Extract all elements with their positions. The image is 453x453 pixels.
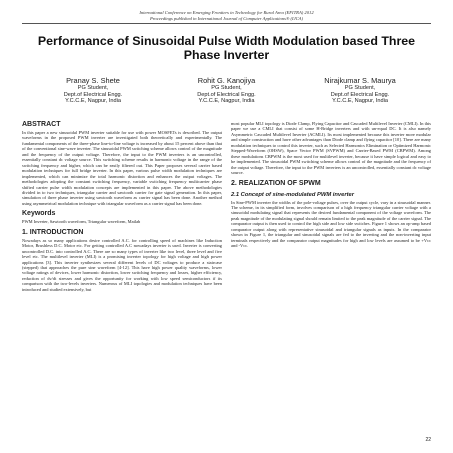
header-rule <box>22 23 431 24</box>
author-name: Nirajkumar S. Maurya <box>324 76 396 86</box>
abstract-text: In this paper a new sinusoidal PWM inverter suitable for use with power MOSFETs is described. The output waveforms in the proposed PWM inverter are investigated both theoretically and experimentally. The fundamental components of the three-phase line-to-line voltage is increased by about 15 percent above than that of the conventional sine-wave inverter. The sinusoidal PWM switching scheme allows control of the magnitude and the frequency of the output voltage. Therefore, the input to the PWM inverters is an uncontrolled, essentially constant dc voltage source. This switching scheme results in harmonic voltage in the range of the switching frequency and higher, which can be easily filtered out. This Paper proposes several carrier based modulation techniques for full bridge inverter. In this paper, various pulse width modulation techniques are implemented, which can minimize the total harmonic distortion and enhances the output voltages. The methodologies adopting the constant switching frequency, variable switching frequency multicarrier phase shifted carrier pulse width modulation concepts are implemented in this paper. The above methodologies divided in to two techniques, triangular carrier and sawtooth carrier for gate signal generation. In this paper, simulation of three phase inverter using sawtooth waveform as carrier signal has been done. Another method using asymmetrical modulation technique with triangular waveform as a carrier signal has been done. <box>22 129 222 206</box>
author-institution: Y.C.C.E, Nagpur, India <box>332 98 388 105</box>
abstract-heading: ABSTRACT <box>22 120 61 128</box>
conference-line-2: Proceedings published in International Journal of Computer Applications® (IJCA) <box>149 15 304 21</box>
author-2 <box>162 76 292 105</box>
author-role: PG Student, <box>77 85 109 92</box>
spwm-concept-paragraph: In Sine-PWM inverter the widths of the pole-voltage pulses, over the output cycle, vary in a sinusoidal manner. The scheme, in its simplified form, involves comparison of a high frequency triangular carrier voltage with a sinusoidal modulating signal that represents the desired fundamental component of the voltage waveform. The peak magnitude of the modulating signal should remain limited to the peak magnitude of the carrier signal. The comparator output is then used to control the high side and low side switches. Figure 1 shows an op-amp based comparator output along with representative sinusoidal and triangular signals as inputs. In the comparator shown in Figure 1, the triangular and sinusoidal signals are fed to the inverting and the non-inverting input terminals respectively and the comparator output magnitudes for high and low levels are assumed to be +Vcc and -Vcc. <box>231 199 431 249</box>
two-column-body <box>22 121 431 294</box>
right-column <box>231 121 431 294</box>
topology-paragraph: most popular MLI topology is Diode Clamp, Flying Capacitor and Cascaded Multilevel Inverter (CMLI). In this paper we use a CMLI that consist of some H-Bridge inverters and with un-equal DC. It is also namely Asymmetric Cascaded Multilevel Inverter (ACMLI). Its most implemented because this inverter more modular and simple construction and have other advantages than Diode clamp and flying capacitor [10]. There are many modulation techniques to control this inverter, such as Selected Harmonics Elimination or Optimized Harmonic Stepped-Waveform (OHSW), Space Vector PWM (SVPWM) and Carrier-Based PWM (CBPWM). Among these modulations CBPWM is the most used for multilevel inverter, because it have simple logical and easy to be implemented. The sinusoidal PWM switching scheme allows control of the magnitude and the frequency of the output voltage. Therefore, the input to the PWM inverters is an uncontrolled, essentially constant dc voltage source. <box>231 120 431 176</box>
introduction-heading: 1. INTRODUCTION <box>22 228 84 236</box>
author-name: Rohit G. Kanojiya <box>197 76 256 86</box>
author-institution: Y.C.C.E, Nagpur, India <box>65 98 121 105</box>
author-role: PG Student, <box>344 85 376 92</box>
page-number: 22 <box>425 437 431 443</box>
conference-header <box>22 10 431 21</box>
author-1 <box>28 76 158 105</box>
left-column <box>22 121 222 294</box>
author-role: PG Student, <box>211 85 242 92</box>
author-dept: Dept.of Electrical Engg. <box>330 91 390 98</box>
section-2-heading: 2. REALIZATION OF SPWM <box>231 179 321 187</box>
author-institution: Y.C.C.E, Nagpur, India <box>198 98 255 105</box>
introduction-text: Nowadays as so many applications desire controlled A.C. for controlling speed of machines like Induction Motor, Brushless D.C. Motor etc. For getting controlled A.C nowadays inverter is used. Inverter is converting uncontrolled D.C. into controlled A.C. There are so many types of inverter like two level, three level and five level etc. The multilevel inverter (MLI) is a promising inverter topology for high voltage and high power applications [3]. This inverter synthesizes several different levels of DC voltages to produce a staircase (stepped) that approaches the pure sine waveform [4-12]. This have high power quality waveforms, lower voltage ratings of devices, lower harmonic distortion, lower switching frequency and losses, higher efficiency, reduction of dv/dt stresses and gives the opportunity for working with low speed semiconductors if its comparison with the two-levels inverters. Numerous of MLI topologies and modulation techniques have been introduced and studied extensively, but <box>22 237 222 292</box>
author-dept: Dept.of Electrical Engg. <box>63 91 123 98</box>
author-dept: Dept.of Electrical Engg. <box>197 91 256 98</box>
author-3 <box>295 76 425 105</box>
subsection-2-1-heading: 2.1 Concept of sine-modulated PWM inverter <box>231 191 355 198</box>
keywords-heading: Keywords <box>22 210 56 218</box>
author-name: Pranay S. Shete <box>66 76 120 86</box>
conference-line-1: International Conference on Emerging Frontiers in Technology for Rural Area (EFITRA) 2012 <box>139 10 314 15</box>
author-block <box>28 76 425 105</box>
paper-title: Performance of Sinusoidal Pulse Width Modulation based Three Phase Inverter <box>37 34 416 63</box>
keywords-text: PWM Inverter, Sawtooth waveform, Triangular waveform, Matlab <box>22 219 141 225</box>
